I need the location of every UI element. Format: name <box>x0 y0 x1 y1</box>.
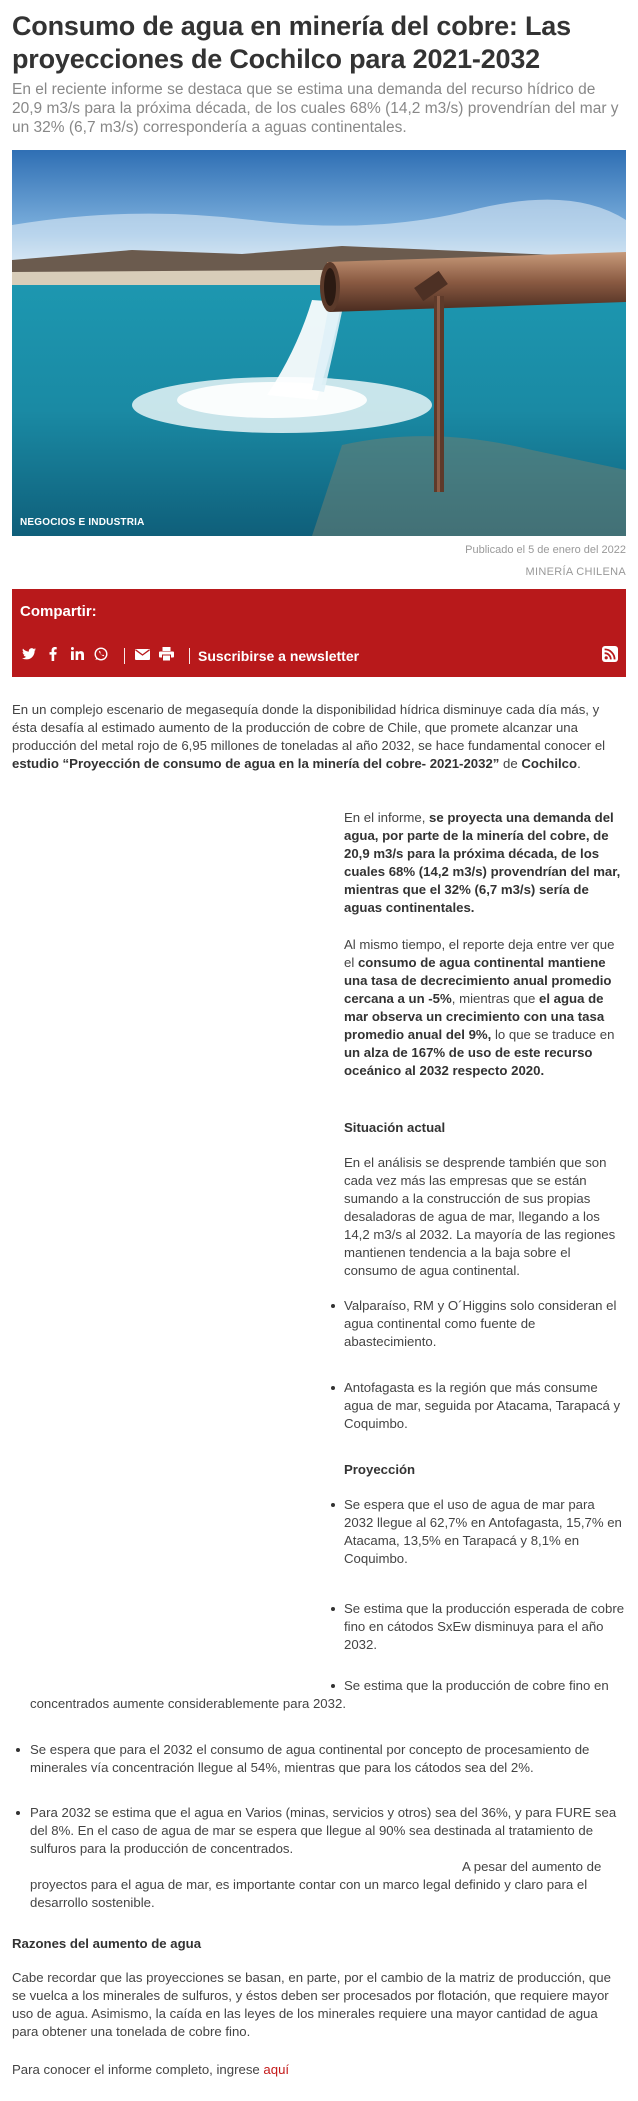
share-icons-row <box>20 646 359 666</box>
rss-icon[interactable] <box>602 646 618 662</box>
article-subtitle: En el reciente informe se destaca que se estima una demanda del recurso hídrico de 20,9 m3/s para la próxima década, de los cuales 68% (14,2 m3/s) provendrían del mar y un 32% (6,7 m3/s) correspondería a aguas continentales. <box>12 81 619 136</box>
paragraph-marco-legal: A pesar del aumento de proyectos para el agua de mar, es importante contar con un marco legal definido y claro para el desarrollo sostenible. <box>30 1859 602 1910</box>
paragraph-situacion: En el análisis se desprende también que son cada vez más las empresas que se están sumando a la construcción de sus propias desaladoras de agua de mar, llegando a los 14,2 m3/s al 2032. La mayoría de las regiones mantienen tendencia a la baja sobre el consumo de agua continental. <box>344 1155 616 1278</box>
list-item: Se estima que la producción esperada de cobre fino en cátodos SxEw disminuya para el año 2032. <box>344 1601 625 1652</box>
paragraph-consumo: Al mismo tiempo, el reporte deja entre ver que el consumo de agua continental mantiene una tasa de decrecimiento anual promedio cercana a un -5%, mientras que el agua de mar observa un crecimiento con una tasa promedio anual del 9%, lo que se traduce en un alza de 167% de uso de este recurso oceánico al 2032 respecto 2020. <box>344 937 615 1078</box>
newsletter-link[interactable]: Suscribirse a newsletter <box>198 648 360 664</box>
bullet-dot <box>16 1748 20 1752</box>
heading-proyeccion: Proyección <box>344 1462 416 1477</box>
email-icon[interactable] <box>133 647 151 665</box>
heading-razones: Razones del aumento de agua <box>12 1936 202 1951</box>
bullet-dot <box>16 1811 20 1815</box>
share-label: Compartir: <box>20 603 97 620</box>
bullet-dot <box>331 1503 335 1507</box>
list-item: Se estima que la producción de cobre fino en concentrados aumente considerablemente para 2032. <box>30 1678 609 1711</box>
share-bar <box>12 589 626 677</box>
list-item: Antofagasta es la región que más consume agua de mar, seguida por Atacama, Tarapacá y Coquimbo. <box>344 1380 621 1431</box>
article-title: Consumo de agua en minería del cobre: Las proyecciones de Cochilco para 2021-2032 <box>12 11 571 74</box>
article-source: MINERÍA CHILENA <box>525 566 626 578</box>
list-item: Valparaíso, RM y O´Higgins solo consideran el agua continental como fuente de abastecimiento. <box>344 1298 617 1349</box>
print-icon[interactable] <box>157 647 175 665</box>
list-item: Para 2032 se estima que el agua en Varios (minas, servicios y otros) sea del 36%, y para FURE sea del 8%. En el caso de agua de mar se espera que llegue al 90% sea destinada al tratamiento de sulfuros para la producción de concentrados. <box>30 1805 617 1856</box>
list-item: Se espera que para el 2032 el consumo de agua continental por concepto de procesamiento de minerales vía concentración llegue al 54%, mientras que para los cátodos sea del 2%. <box>30 1742 590 1775</box>
bullet-dot <box>331 1304 335 1308</box>
paragraph-razones: Cabe recordar que las proyecciones se basan, en parte, por el cambio de la matriz de producción, que se vuelca a los minerales de sulfuros, y éstos deben ser procesados por flotación, que requiere mayor uso de agua. Asimismo, la caída en las leyes de los minerales requiere una mayor cantidad de agua para obtener una tonelada de cobre fino. <box>12 1970 611 2039</box>
image-credit: NEGOCIOS E INDUSTRIA <box>20 517 145 528</box>
share-divider <box>189 648 190 664</box>
linkedin-icon[interactable] <box>68 647 86 665</box>
report-link[interactable]: aquí <box>263 2062 290 2077</box>
share-divider <box>124 648 125 664</box>
bullet-dot <box>331 1607 335 1611</box>
twitter-icon[interactable] <box>20 647 38 665</box>
hero-image <box>12 150 626 536</box>
whatsapp-icon[interactable] <box>92 647 110 665</box>
paragraph-informe: En el informe, se proyecta una demanda del agua, por parte de la minería del cobre, de 20,9 m3/s para la próxima década, de los cuales 68% (14,2 m3/s) provendrían del mar, mientras que el 32% (6,7 m3/s) sería de aguas continentales. <box>344 810 621 915</box>
intro-paragraph: En un complejo escenario de megasequía donde la disponibilidad hídrica disminuye cada día más, y ésta desafía al estimado aumento de la producción de cobre de Chile, que promete alcanzar una producción del metal rojo de 6,95 millones de toneladas al año 2032, se hace fundamental conocer el estudio “Proyección de consumo de agua en la minería del cobre- 2021-2032” de Cochilco. <box>12 702 606 771</box>
heading-situacion-actual: Situación actual <box>344 1120 446 1135</box>
list-item: Se espera que el uso de agua de mar para 2032 llegue al 62,7% en Antofagasta, 15,7% en Atacama, 13,5% en Tarapacá y 8,1% en Coquimbo. <box>344 1497 622 1566</box>
published-date: Publicado el 5 de enero del 2022 <box>465 544 626 556</box>
water-pipe-illustration <box>12 150 626 536</box>
paragraph-informe-completo: Para conocer el informe completo, ingrese aquí <box>12 2062 290 2077</box>
facebook-icon[interactable] <box>44 647 62 665</box>
bullet-dot <box>331 1386 335 1390</box>
